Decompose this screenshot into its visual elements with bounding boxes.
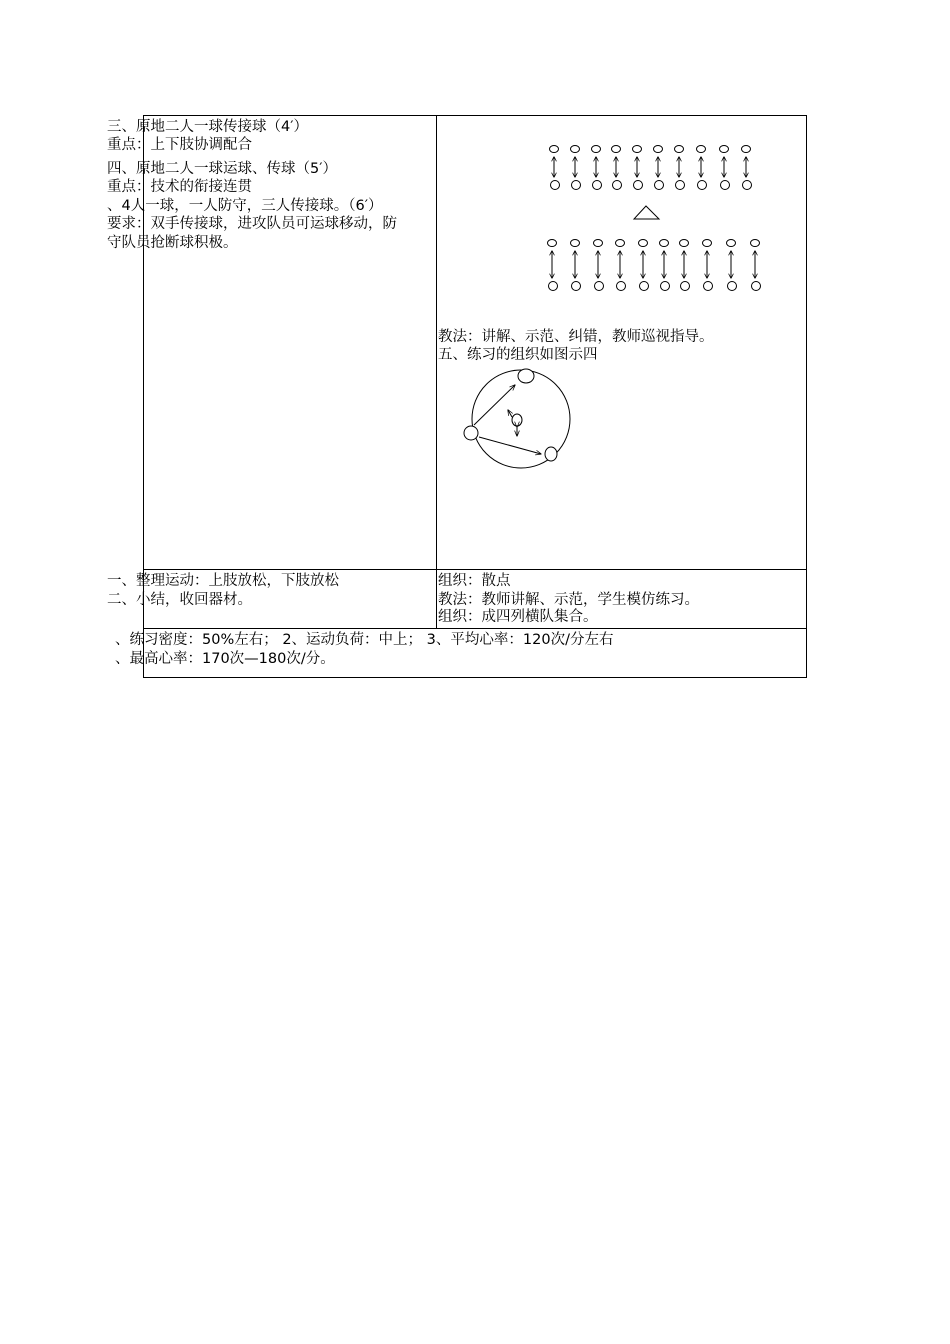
exercise-load-summary: 、练习密度：50%左右； 2、运动负荷：中上； 3、平均心率：120次/分左右 (115, 632, 614, 648)
max-heart-rate: 、最高心率：170次—180次/分。 (115, 651, 335, 667)
upper-player-back (572, 181, 581, 190)
upper-player-back (634, 181, 643, 190)
lower-player-back (752, 282, 761, 291)
upper-player-front (697, 146, 706, 153)
lower-player-front (703, 240, 712, 247)
cooldown-item: 一、整理运动：上肢放松，下肢放松 (107, 573, 339, 589)
lower-player-back (617, 282, 626, 291)
lower-player-back (640, 282, 649, 291)
upper-player-front (612, 146, 621, 153)
section-three-title: 三、原地二人一球传接球（4′） (107, 119, 309, 135)
lower-player-back (595, 282, 604, 291)
upper-player-back (676, 181, 685, 190)
summary-item: 二、小结，收回器材。 (107, 592, 252, 608)
upper-player-back (551, 181, 560, 190)
lower-player-back (681, 282, 690, 291)
section-five-title: 五、练习的组织如图示四 (438, 347, 598, 363)
table-border-right (806, 115, 807, 678)
upper-player-front (571, 146, 580, 153)
table-border-top (143, 115, 807, 116)
upper-player-front (742, 146, 751, 153)
lower-player-back (549, 282, 558, 291)
teaching-method: 教法：讲解、示范、纠错，教师巡视指导。 (438, 329, 714, 345)
upper-player-front (675, 146, 684, 153)
table-row-divider-2 (143, 628, 807, 629)
lower-player-front (594, 240, 603, 247)
drill-requirement-1: 要求：双手传接球，进攻队员可运球移动，防 (107, 216, 397, 232)
upper-player-front (550, 146, 559, 153)
lower-player-back (728, 282, 737, 291)
lower-player-front (727, 240, 736, 247)
drill-requirement-2: 守队员抢断球积极。 (107, 235, 238, 251)
section-four-focus: 重点：技术的衔接连贯 (107, 179, 252, 195)
upper-player-back (593, 181, 602, 190)
cooldown-method: 教法：教师讲解、示范，学生模仿练习。 (438, 592, 699, 608)
drill-description: 、4人一球，一人防守，三人传接球。（6′） (107, 198, 383, 214)
table-row-divider-1 (143, 569, 807, 570)
section-three-focus: 重点：上下肢协调配合 (107, 137, 252, 153)
organization-assembly: 组织：成四列横队集合。 (438, 609, 598, 625)
upper-player-front (592, 146, 601, 153)
lower-player-front (571, 240, 580, 247)
lower-player-front (680, 240, 689, 247)
upper-player-back (613, 181, 622, 190)
lower-player-back (572, 282, 581, 291)
section-four-title: 四、原地二人一球运球、传球（5′） (107, 161, 338, 177)
upper-player-front (633, 146, 642, 153)
organization-scatter: 组织：散点 (438, 573, 511, 589)
table-border-bottom (143, 677, 807, 678)
lower-player-front (548, 240, 557, 247)
upper-player-back (743, 181, 752, 190)
lower-player-back (704, 282, 713, 291)
upper-player-back (698, 181, 707, 190)
upper-player-front (720, 146, 729, 153)
upper-player-front (654, 146, 663, 153)
lower-player-front (660, 240, 669, 247)
upper-player-back (655, 181, 664, 190)
lower-player-front (639, 240, 648, 247)
upper-player-back (721, 181, 730, 190)
table-divider-vertical (436, 115, 437, 628)
lower-player-front (616, 240, 625, 247)
lower-player-front (751, 240, 760, 247)
lower-player-back (661, 282, 670, 291)
